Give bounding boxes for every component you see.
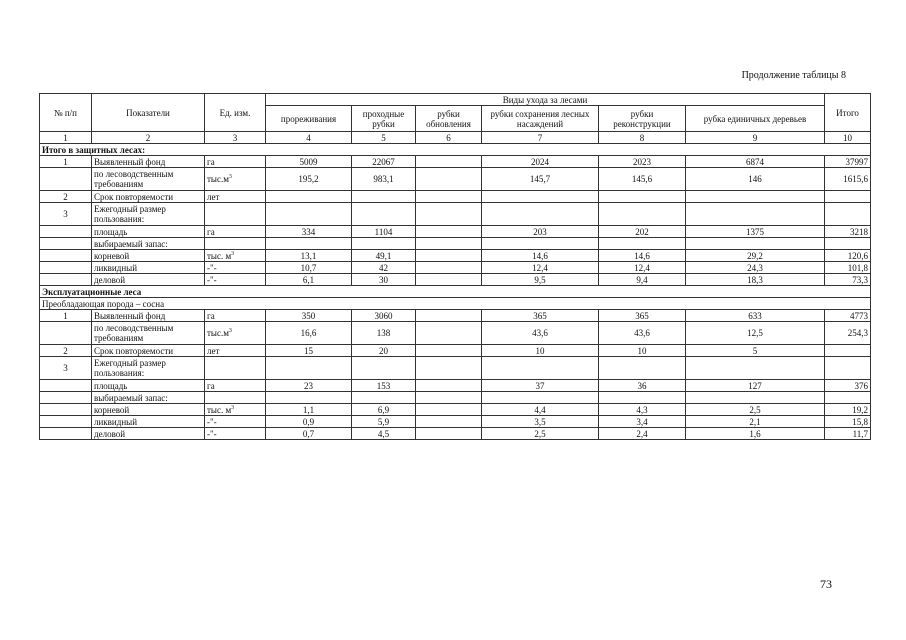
row-value: 22067 [352,156,416,168]
row-value: 2,5 [482,428,599,440]
column-number: 9 [686,132,825,144]
row-value [416,428,482,440]
section-title: Эксплуатационные леса [40,286,871,298]
row-unit-superscript: 3 [228,328,232,334]
row-unit [205,380,266,392]
row-unit-text: -"- [207,262,217,273]
row-total: 19,2 [825,404,871,416]
row-indicator: выбираемый запас: [92,238,205,250]
table-row [40,404,871,416]
row-value: 0,9 [266,416,352,428]
row-value: 49,1 [352,250,416,262]
row-number [40,250,92,262]
row-unit-text: -"- [207,428,217,439]
row-unit [205,203,266,226]
header-col-preservation: рубки сохранения лесных насаждений [482,106,599,132]
table-row [40,156,871,168]
row-value: 195,2 [266,168,352,191]
row-value: 10,7 [266,262,352,274]
row-unit-superscript: 3 [231,404,235,411]
row-unit [205,416,266,428]
row-unit-superscript: 3 [231,250,235,257]
row-value: 5 [686,345,825,357]
row-unit [205,274,266,286]
row-value [416,168,482,191]
row-unit-text: тыс.м [207,328,229,338]
row-value: 12,4 [599,262,686,274]
row-unit [205,392,266,404]
header-indicators: Показатели [92,94,205,132]
row-value [686,357,825,380]
row-value: 9,5 [482,274,599,286]
row-value [352,191,416,203]
row-number [40,416,92,428]
row-value: 145,7 [482,168,599,191]
column-number: 2 [92,132,205,144]
row-value: 146 [686,168,825,191]
row-total: 11,7 [825,428,871,440]
row-value [352,357,416,380]
row-value: 20 [352,345,416,357]
row-value: 18,3 [686,274,825,286]
table-row [40,322,871,345]
row-unit [205,262,266,274]
row-total: 101,8 [825,262,871,274]
row-indicator: выбираемый запас: [92,392,205,404]
row-indicator: по лесоводственным требованиям [92,168,205,191]
row-value [352,392,416,404]
table-row [40,380,871,392]
row-unit [205,357,266,380]
row-unit-text: га [207,380,215,391]
row-value: 36 [599,380,686,392]
row-value: 29,2 [686,250,825,262]
row-value: 334 [266,226,352,238]
header-col-passing: проходные рубки [352,106,416,132]
table-row [40,345,871,357]
row-value [416,322,482,345]
row-indicator: ликвидный [92,262,205,274]
row-total: 254,3 [825,322,871,345]
row-value: 4,3 [599,404,686,416]
row-value [482,203,599,226]
row-value [686,238,825,250]
header-total: Итого [825,94,871,132]
row-unit-text: тыс. м [207,250,232,261]
row-value [686,392,825,404]
table-row [40,238,871,250]
row-unit-text: га [207,226,215,237]
row-value: 350 [266,310,352,322]
row-total: 376 [825,380,871,392]
header-group: Виды ухода за лесами [266,94,825,106]
row-unit [205,250,266,262]
header-col-renewal: рубки обновления [416,106,482,132]
row-unit [205,310,266,322]
row-value: 153 [352,380,416,392]
column-number: 3 [205,132,266,144]
row-number: 3 [40,203,92,226]
row-value: 3,4 [599,416,686,428]
row-value: 10 [482,345,599,357]
table-row [40,191,871,203]
row-value: 633 [686,310,825,322]
header-num: № п/п [40,94,92,132]
row-unit [205,156,266,168]
row-indicator: Ежегодный размер пользования: [92,357,205,380]
row-value: 983,1 [352,168,416,191]
row-value [599,357,686,380]
row-unit-text: лет [207,191,220,202]
row-value: 2024 [482,156,599,168]
row-value: 203 [482,226,599,238]
row-number [40,262,92,274]
row-number [40,168,92,191]
row-value: 0,7 [266,428,352,440]
row-unit [205,404,266,416]
row-total: 120,6 [825,250,871,262]
row-unit [205,345,266,357]
header-col-reconstruction: рубки реконструкции [599,106,686,132]
row-value: 16,6 [266,322,352,345]
row-indicator: деловой [92,428,205,440]
section-subtitle: Преобладающая порода – сосна [40,298,871,310]
row-value: 138 [352,322,416,345]
row-value [416,380,482,392]
column-number: 1 [40,132,92,144]
row-total: 1615,6 [825,168,871,191]
row-value [416,262,482,274]
row-value: 365 [599,310,686,322]
row-total [825,191,871,203]
row-value: 6874 [686,156,825,168]
row-unit [205,238,266,250]
row-total: 73,3 [825,274,871,286]
row-unit [205,168,266,191]
column-number: 8 [599,132,686,144]
row-value: 6,9 [352,404,416,416]
column-number: 5 [352,132,416,144]
row-value: 2,1 [686,416,825,428]
row-total: 37997 [825,156,871,168]
row-unit-text: тыс.м [207,174,229,184]
row-number [40,380,92,392]
row-unit [205,191,266,203]
table-row [40,416,871,428]
row-value: 365 [482,310,599,322]
continuation-label: Продолжение таблицы 8 [741,70,846,81]
row-total: 4773 [825,310,871,322]
row-value [416,203,482,226]
row-value: 1375 [686,226,825,238]
row-value [266,357,352,380]
row-indicator: корневой [92,404,205,416]
row-value: 1,6 [686,428,825,440]
row-value: 145,6 [599,168,686,191]
row-value: 2023 [599,156,686,168]
row-value [599,392,686,404]
row-number [40,428,92,440]
header-col-thinning: прореживания [266,106,352,132]
row-unit-superscript: 3 [228,174,232,180]
row-indicator: площадь [92,380,205,392]
header-unit: Ед. изм. [205,94,266,132]
row-number: 2 [40,191,92,203]
row-indicator: Срок повторяемости [92,191,205,203]
row-value [416,404,482,416]
row-unit-text: га [207,156,215,167]
row-value [599,238,686,250]
forest-care-table [39,93,871,440]
row-total [825,357,871,380]
row-value [266,392,352,404]
row-value [416,250,482,262]
row-indicator: площадь [92,226,205,238]
row-total [825,345,871,357]
row-value [416,156,482,168]
row-value: 43,6 [599,322,686,345]
row-value [482,357,599,380]
table-row [40,262,871,274]
row-value: 1,1 [266,404,352,416]
row-value: 1104 [352,226,416,238]
row-unit [205,322,266,345]
row-number [40,404,92,416]
row-number: 2 [40,345,92,357]
row-value [266,191,352,203]
header-col-single-trees: рубка единичных деревьев [686,106,825,132]
row-value: 5,9 [352,416,416,428]
table-row [40,168,871,191]
row-unit-text: лет [207,345,220,356]
row-value: 127 [686,380,825,392]
row-indicator: по лесоводственным требованиям [92,322,205,345]
table-row [40,428,871,440]
row-unit [205,226,266,238]
row-value: 14,6 [599,250,686,262]
row-indicator: Ежегодный размер пользования: [92,203,205,226]
row-value [416,310,482,322]
row-value [416,226,482,238]
row-value: 6,1 [266,274,352,286]
row-value: 2,5 [686,404,825,416]
column-number: 6 [416,132,482,144]
table-row [40,357,871,380]
column-number: 10 [825,132,871,144]
row-value [416,392,482,404]
row-value [599,191,686,203]
row-value: 2,4 [599,428,686,440]
row-indicator: Срок повторяемости [92,345,205,357]
row-value [482,392,599,404]
row-value: 202 [599,226,686,238]
row-value [352,203,416,226]
row-indicator: деловой [92,274,205,286]
row-unit [205,428,266,440]
row-indicator: Выявленный фонд [92,156,205,168]
row-value: 3,5 [482,416,599,428]
row-value [416,357,482,380]
row-value [266,203,352,226]
row-value: 14,6 [482,250,599,262]
row-value [416,274,482,286]
row-value [686,203,825,226]
page-number: 73 [820,577,832,591]
row-value [352,238,416,250]
row-value: 15 [266,345,352,357]
row-number [40,226,92,238]
row-indicator: ликвидный [92,416,205,428]
table-row [40,274,871,286]
row-value: 43,6 [482,322,599,345]
row-value: 37 [482,380,599,392]
row-total: 3218 [825,226,871,238]
row-total: 15,8 [825,416,871,428]
row-total [825,392,871,404]
row-total [825,203,871,226]
row-unit-text: тыс. м [207,404,232,415]
row-value [599,203,686,226]
row-value: 10 [599,345,686,357]
row-value: 13,1 [266,250,352,262]
row-value: 3060 [352,310,416,322]
row-unit-text: -"- [207,416,217,427]
row-total [825,238,871,250]
column-number: 7 [482,132,599,144]
row-value: 12,4 [482,262,599,274]
row-value: 4,5 [352,428,416,440]
table-row [40,226,871,238]
row-value [482,238,599,250]
row-value: 23 [266,380,352,392]
row-number [40,274,92,286]
row-value [266,238,352,250]
row-value [416,238,482,250]
row-value: 24,3 [686,262,825,274]
row-number [40,322,92,345]
table-row [40,203,871,226]
row-value [482,191,599,203]
row-indicator: корневой [92,250,205,262]
row-number: 1 [40,310,92,322]
row-value [686,191,825,203]
row-number [40,238,92,250]
section-title: Итого в защитных лесах: [40,144,871,156]
row-value [416,345,482,357]
row-indicator: Выявленный фонд [92,310,205,322]
row-unit-text: га [207,310,215,321]
row-value: 42 [352,262,416,274]
row-value [416,416,482,428]
row-number: 3 [40,357,92,380]
row-unit-text: -"- [207,274,217,285]
row-value: 30 [352,274,416,286]
table-row [40,392,871,404]
row-value: 12,5 [686,322,825,345]
column-number: 4 [266,132,352,144]
table-row [40,250,871,262]
row-number: 1 [40,156,92,168]
row-value: 9,4 [599,274,686,286]
table-row [40,310,871,322]
row-value [416,191,482,203]
row-value: 4,4 [482,404,599,416]
row-number [40,392,92,404]
row-value: 5009 [266,156,352,168]
